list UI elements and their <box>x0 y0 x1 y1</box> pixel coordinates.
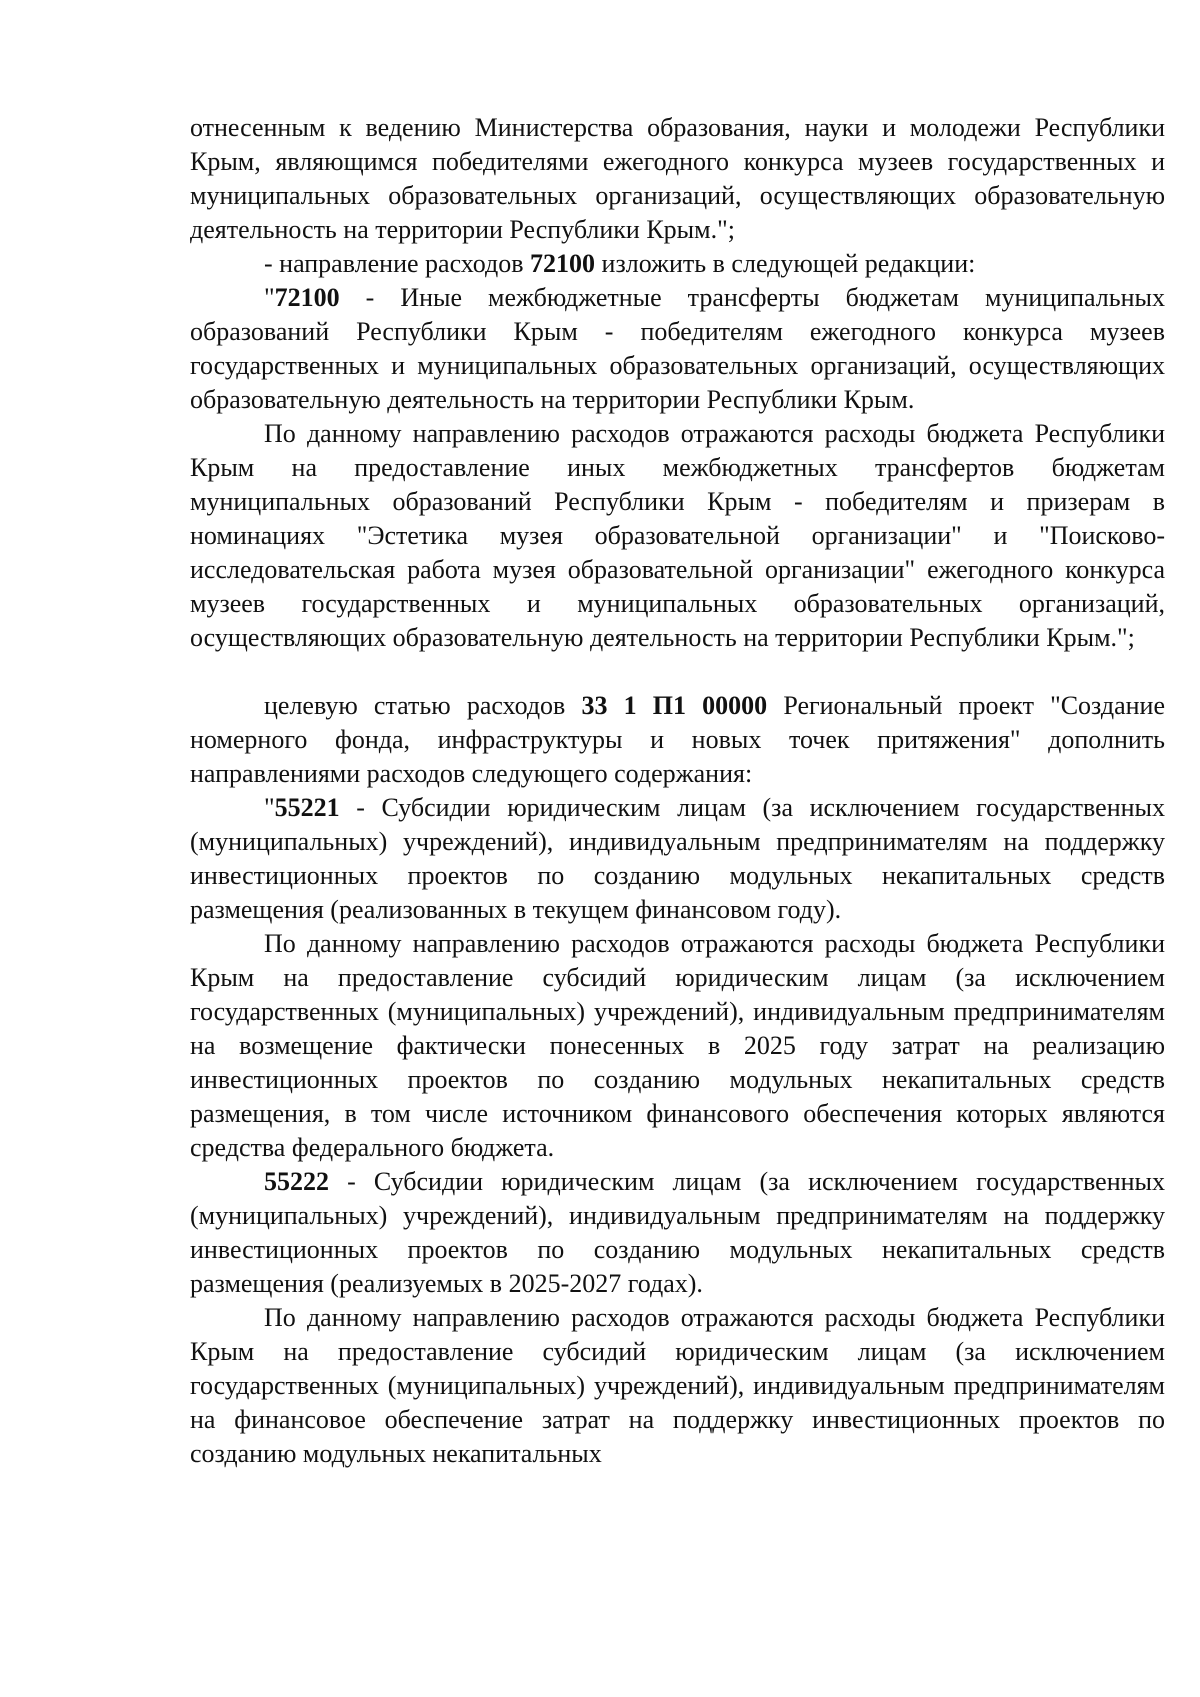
paragraph-text: По данному направлению расходов отражаются расходы бюджета Республики Крым на предоставление иных межбюджетных трансфертов бюджетам муниципальных образований Республики Крым - победителям и призерам в номинациях "Эстетика музея образовательной организации" и "Поисково-исследовательская работа музея образовательной организации" ежегодного конкурса музеев государственных и муниципальных образовательных организаций, осуществляющих образовательную деятельность на территории Республики Крым."; <box>190 419 1165 652</box>
paragraph-text: - направление расходов <box>264 249 531 278</box>
paragraph-text: - Иные межбюджетные трансферты бюджетам муниципальных образований Республики Крым - победителям ежегодного конкурса музеев государственных и муниципальных образовательных организаций, осуществляющих образовательную деятельность на территории Республики Крым. <box>190 283 1165 414</box>
paragraph-text: - Субсидии юридическим лицам (за исключением государственных (муниципальных) учреждений), индивидуальным предпринимателям на поддержку инвестиционных проектов по созданию модульных некапитальных средств размещения (реализованных в текущем финансовом году). <box>190 793 1165 924</box>
paragraph-text: отнесенным к ведению Министерства образования, науки и молодежи Республики Крым, являющимся победителями ежегодного конкурса музеев государственных и муниципальных образовательных организаций, осуществляющих образовательную деятельность на территории Республики Крым."; <box>190 113 1165 244</box>
paragraph-target-article-33 <box>190 689 1165 791</box>
paragraph-text: По данному направлению расходов отражаются расходы бюджета Республики Крым на предоставление субсидий юридическим лицам (за исключением государственных (муниципальных) учреждений), индивидуальным предпринимателям на финансовое обеспечение затрат на поддержку инвестиционных проектов по созданию модульных некапитальных <box>190 1303 1165 1468</box>
paragraph-text: По данному направлению расходов отражаются расходы бюджета Республики Крым на предоставление субсидий юридическим лицам (за исключением государственных (муниципальных) учреждений), индивидуальным предпринимателям на возмещение фактически понесенных в 2025 году затрат на реализацию инвестиционных проектов по созданию модульных некапитальных средств размещения, в том числе источником финансового обеспечения которых являются средства федерального бюджета. <box>190 929 1165 1162</box>
paragraph-text: Региональный проект "Создание номерного фонда, инфраструктуры и новых точек притяжения" дополнить направлениями расходов следующего содержания: <box>190 691 1165 788</box>
paragraph-direction-72100-description <box>190 417 1165 655</box>
expense-code: 55221 <box>274 793 340 822</box>
paragraph-text: изложить в следующей редакции: <box>595 249 976 278</box>
paragraph-direction-55221-description <box>190 927 1165 1165</box>
paragraph-direction-72100-definition <box>190 281 1165 417</box>
paragraph-direction-55222-definition <box>190 1165 1165 1301</box>
paragraph-gap <box>190 655 1165 689</box>
open-quote: " <box>264 283 275 312</box>
paragraph-direction-55221-definition <box>190 791 1165 927</box>
expense-code: 55222 <box>264 1167 329 1196</box>
open-quote: " <box>264 793 275 822</box>
document-body <box>190 111 1165 1471</box>
expense-code: 72100 <box>530 249 596 278</box>
paragraph-direction-55222-description <box>190 1301 1165 1471</box>
paragraph-direction-72100-intro <box>190 247 1165 281</box>
expense-code: 72100 <box>274 283 340 312</box>
paragraph-museum-winners-end <box>190 111 1165 247</box>
paragraph-text: целевую статью расходов <box>264 691 582 720</box>
target-article-code: 33 1 П1 00000 <box>581 691 768 720</box>
paragraph-text: - Субсидии юридическим лицам (за исключением государственных (муниципальных) учреждений), индивидуальным предпринимателям на поддержку инвестиционных проектов по созданию модульных некапитальных средств размещения (реализуемых в 2025-2027 годах). <box>190 1167 1165 1298</box>
